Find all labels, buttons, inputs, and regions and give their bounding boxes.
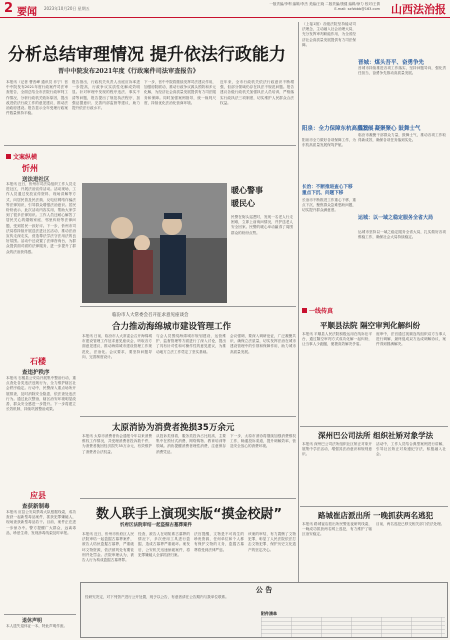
divider [4, 614, 76, 615]
lead-col-4: 近年来，全市行政机关依法行政意识不断增强，但部分领域仍存在执法不规范问题。报告建议各级行政机关加强执法人员培训，严格落实行政执法三项制度，切实维护人民群众合法权益。 [220, 80, 294, 105]
right-story-headline: 路城崔店派出所 一晚抓获两名逃犯 [318, 511, 434, 520]
right-story-col: 本报讯 深州巴公司法所组织社区矫正对象开展集中学法活动，增强其法治意识和规则意识。 [302, 442, 372, 457]
right-story-headline: 平顺县法院 隔空审判化解纠纷 [320, 321, 421, 330]
right-story-col: （上接1版）各级法院坚持能动司法理念，主动融入社会治理大局，充分发挥审判职能作用，为全省经济社会高质量发展提供有力司法保障。 [302, 22, 356, 47]
brief-subtitle: 送法进社区 [22, 177, 50, 183]
divider [300, 426, 448, 427]
right-story-col: 庭审中，法官通过视频连线组织双方当事人进行调解，最终促成双方达成调解协议，案件得到圆满解决。 [376, 332, 446, 347]
page-number: 2 [4, 1, 14, 16]
lead-col-1: 本报讯（记者 曹晋峰 通讯员 乔宁）晋中中院发布2021年度行政案件司法审查报告，全面总结全市法院行政审判工作情况，分析行政机关败诉原因，提出改进依法行政工作的意见建议，推动法治政府建设。报告显示全年受理行政案件数量保持平稳。 [6, 80, 68, 116]
section-bar-cases [6, 152, 37, 161]
right-story-col: 活动中，工作人员结合典型案例进行讲解，引导社区矫正对象遵纪守法，积极融入社会。 [376, 442, 446, 457]
right-brief-body: 运城市坚持以一域之稳定服务全省大局，扎实做好各项维稳工作，确保社会大局持续稳定。 [358, 230, 446, 240]
masthead-logo: 山西法治报 [391, 3, 446, 16]
brief-body: 本报讯 石楼县公安局开展集中整治行动，重点查处各类违法违规行为，全力维护辖区社会秩序稳定。行动中，民警深入重点场所开展排查，及时消除安全隐患，依法查处违法行为。通过此次整治，辖区治安环境明显改善，群众安全感进一步提升。下一步将建立长效机制，持续巩固整治成果。 [6, 376, 76, 412]
brief-title: 忻州 [22, 164, 38, 173]
news-photo [82, 183, 227, 303]
right-brief-body: 阳泉市全力做好各项保障工作，为东杭高质量发展保驾护航。 [302, 138, 356, 148]
section-name: 要闻 [17, 7, 37, 18]
story-col: 从投诉类别看，服务类投诉占比较高，主要集中在预付式消费、网络购物、教育培训等领域。消协提醒消费者理性消费，注意保存消费凭证。 [156, 434, 226, 454]
notice-table [261, 617, 445, 637]
right-story-col: 本报讯 路城崔店派出所民警连夜研判线索，一晚成功抓获两名网上逃犯，有力维护了辖区治安稳定。 [302, 522, 372, 537]
story-subtitle: 忻府区法院审结一起盗掘古墓葬案件 [120, 523, 192, 528]
notice-box [80, 582, 448, 638]
right-brief-body: 临汾市凝聚干部群众力量，鼓舞士气，推动各项工作取得新成效，确保各项任务落到实处。 [358, 133, 446, 143]
photo-caption-sub: 暖民心 [231, 199, 255, 208]
notice-title: 公 告 [255, 586, 273, 594]
section-bar-frontline [302, 306, 333, 315]
right-brief-title: 晋城：煤头吾平、奋勇争先 [358, 60, 425, 66]
divider [80, 416, 296, 417]
story-col: 本报讯 近日，忻州市忻府区人民法院审结一起盗掘古墓葬案件，被告人结伙盗掘古墓葬，严重破坏文物资源，依法被判处有期徒刑并处罚金。法院审理认为，被告人行为构成盗掘古墓葬罪。 [82, 532, 134, 563]
photo-caption [231, 185, 293, 303]
right-brief-title: 运城：以一域之稳定服务全省大局 [358, 215, 434, 221]
right-brief-title: 长治：不断推进查心下移 重点下沉、问题下移 [302, 185, 353, 196]
column-rule [298, 22, 299, 582]
story-col: 本报讯 太原市消费者协会通报今年以来消费维权工作情况，共受理消费者投诉数千件，为消费者挽回经济损失35万余元，有效维护了消费者合法权益。 [82, 434, 152, 454]
brief-body: 本报讯 近日，忻州市司法局组织工作人员走进社区，开展法治宣传活动。活动现场，工作人员通过发放宣传资料、现场讲解等方式，向居民普及民法典、反电信网络诈骗法等法律知识，引导群众增强法治意识。居民纷纷表示，此次活动内容实用，帮助大家学到了很多法律知识。工作人员还耐心解答了居民关心的婚姻家庭、邻里纠纷等法律问题，受到居民一致好评。下一步，忻州市司法局将持续开展送法进社区活动，推动法治宣传走深走实，营造尊法学法守法用法的良好氛围。活动中还设置了法律咨询台，为群众提供面对面的法律服务，进一步提升了群众的法治获得感。 [6, 182, 76, 254]
section-marker [302, 308, 307, 313]
right-story-col: 本报讯 平顺县人民法院积极运用在线诉讼平台，通过隔空审判方式成功化解一起纠纷，让当事人少跑腿，便捷高效解决矛盾。 [302, 332, 372, 347]
lead-col-2: 报告指出，行政机关负责人出庭应诉率进一步提高，行政争议实质性化解成效明显。针对审理中发现的程序违法、事实不清等问题，报告提出了规范执法程序、加强证据意识、完善内部监督等建议，助力提升依法行政水平。 [72, 80, 140, 111]
right-brief-body: 长治市不断推进工作重心下移，重点下沉，聚焦群众急难愁盼问题，切实提升群众满意度。 [302, 198, 356, 213]
photo-caption-title: 暖心警事 [231, 186, 263, 195]
editor-line: 一版责编/李利 编辑/李杰 美编/王晓 二版责编/康健 编辑/徐力 校对/王倩 [269, 2, 380, 6]
section-label: 一线传真 [309, 308, 334, 315]
photo-caption-text: 民警在街头巡逻时，发现一名老人行走困难，立即上前询问情况，并护送老人安全回家。民警的暖心举动赢得了周围群众的纷纷点赞。 [231, 215, 293, 235]
notice-table-title: 附件清单 [261, 611, 277, 616]
lead-byline: 本报讯（记者 曹晋峰 通讯员 乔宁） [6, 80, 65, 84]
lead-headline: 分析总结审理情况 提升依法行政能力 [8, 45, 286, 65]
lead-subheadline: 晋中中院发布2021年度《行政案件司法审查报告》 [58, 68, 199, 75]
right-story-col: 目前，两名逃犯已移交相关部门依法处理。 [376, 522, 445, 526]
story-col: 会议强调，要深入调研论证，广泛凝聚共识，确保立法质量，切实发挥法治在城市建设管理中的引领和保障作用，助力城市高质量发展。 [230, 334, 296, 354]
story-headline: 数人联手上演现实版“摸金校尉” [96, 507, 283, 522]
notice-body: 经研究决定，对下列资产进行公开处置，现予以公告，有意者请在公告期内与我单位联系。 [85, 595, 229, 599]
divider [300, 506, 448, 507]
brief-subtitle: 查获新制毒 [22, 504, 50, 510]
right-brief-title: 阳泉：全力保障东杭高质发展 [302, 126, 374, 132]
story-headline: 太原消协为消费者挽损35万余元 [112, 423, 235, 433]
story-headline: 合力推动海绵城市建设管理工作 [112, 322, 232, 332]
right-brief-body: 晋城市持续推进各项工作落实，坚持问题导向，强化责任担当，奋勇争先推动高质量发展。 [358, 66, 446, 76]
photo-illustration [82, 183, 227, 303]
email-line: E-mail: sxfzbbb@163.com [334, 7, 380, 11]
story-col: 与会人员围绕海绵城市规划建设、运营维护、监督管理等方面进行了深入讨论，提出了具有针对性和可操作性的意见建议，为推动地方立法工作奠定了坚实基础。 [156, 334, 226, 354]
section-label: 文案纵横 [13, 154, 38, 161]
column-end-title: 退休声明 [22, 618, 43, 624]
column-end-body: 本人遗失退休证一本，特此声明作废。 [6, 624, 68, 628]
story-col: 经查，被告人在明知系古墓葬的情况下，多次使用工具进行盗掘，造成古墓葬严重破坏。案发后，公安机关迅速侦破案件，将犯罪嫌疑人全部抓获归案。 [138, 532, 190, 557]
divider [80, 498, 296, 499]
right-brief-title: 临汾：凝聚聚心 鼓舞士气 [358, 126, 421, 132]
story-col: 本报讯 日前，临汾市人大常委会召开海绵城市建设管理工作征求意见座谈会，听取各方面意见建议，推动海绵城市建设管理工作规范化、法治化。会议要求，要坚持问题导向，完善制度设计。 [82, 334, 152, 359]
story-col: 下一步，太原市消协将继续加强消费维权工作，畅通投诉渠道，提升调解效率，营造安全放心的消费环境。 [230, 434, 296, 449]
divider [80, 306, 296, 307]
lead-col-3: 下一步，晋中中院将继续发挥司法建议作用，加强府院联动，推动行政争议源头预防和多元化解，为经济社会高质量发展提供有力司法服务和保障。同时加强案例指导，统一裁判尺度，持续优化法治化营商环境。 [144, 80, 216, 105]
page-header [0, 0, 450, 18]
right-story-headline: 深州巴公司法所 组织社矫对象学法 [318, 431, 434, 440]
brief-title: 应县 [30, 491, 46, 500]
brief-subtitle: 查违护秩序 [22, 370, 50, 376]
story-col: 法官提醒，文物是不可再生的珍贵资源，任何单位和个人都有保护文物的义务，盗掘古墓葬将受到法律严惩。 [194, 532, 244, 552]
story-col: 该案的审结，有力震慑了文物犯罪，彰显了人民法院依法打击文物犯罪、保护历史文化遗产的坚定决心。 [248, 532, 296, 552]
divider [4, 145, 296, 146]
story-kicker: 临汾市人大常委会召开征求意见座谈会 [112, 313, 189, 318]
brief-title: 石楼 [30, 357, 46, 366]
brief-body: 本报讯 应县公安局禁毒大队根据线索，成功查获一起新型毒品案件，抓获犯罪嫌疑人，现场查获新型毒品若干。目前，案件正在进一步侦办中。警方提醒广大群众，远离毒品，珍爱生命，发现涉毒线索及时举报。 [6, 510, 76, 535]
issue-date: 2023年10月20日 星期五 [44, 6, 90, 11]
editor-credits [269, 2, 380, 12]
section-marker [6, 154, 11, 159]
